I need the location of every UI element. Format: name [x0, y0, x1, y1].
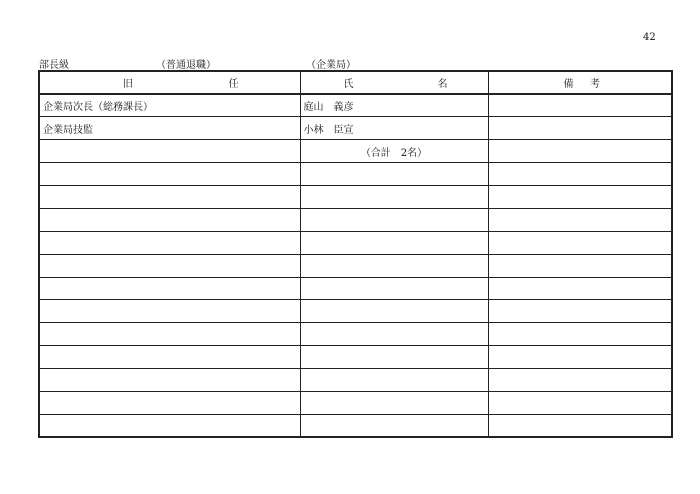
table-row: [39, 414, 672, 437]
column-header-remarks: 備 考: [488, 71, 672, 94]
former-post-cell: 企業局技監: [39, 117, 300, 140]
table-row: [39, 323, 672, 346]
name-cell: 小林 臣宣: [300, 117, 488, 140]
table-row: [39, 391, 672, 414]
remarks-cell: [488, 117, 672, 140]
table-row: [39, 277, 672, 300]
total-row: [39, 140, 672, 163]
table-row: [39, 300, 672, 323]
table-row: [39, 231, 672, 254]
total-cell: （合計 2名）: [300, 140, 488, 163]
table-header-row: [39, 71, 672, 94]
table-row: [39, 208, 672, 231]
column-header-name: 氏 名: [300, 71, 488, 94]
remarks-cell: [488, 94, 672, 117]
page-number: 42: [643, 32, 656, 43]
name-cell: 庭山 義彦: [300, 94, 488, 117]
category-label: （普通退職）: [156, 60, 216, 71]
table-row: [39, 369, 672, 392]
table-row: [39, 117, 672, 140]
rank-label: 部長級: [39, 60, 69, 71]
column-header-former-post: 旧 任: [39, 71, 300, 94]
table-row: [39, 163, 672, 186]
former-post-cell: 企業局次長（総務課長）: [39, 94, 300, 117]
table-row: [39, 185, 672, 208]
department-label: （企業局）: [306, 60, 356, 71]
personnel-table: [38, 70, 673, 438]
table-row: [39, 254, 672, 277]
table-row: [39, 346, 672, 369]
table-row: [39, 94, 672, 117]
